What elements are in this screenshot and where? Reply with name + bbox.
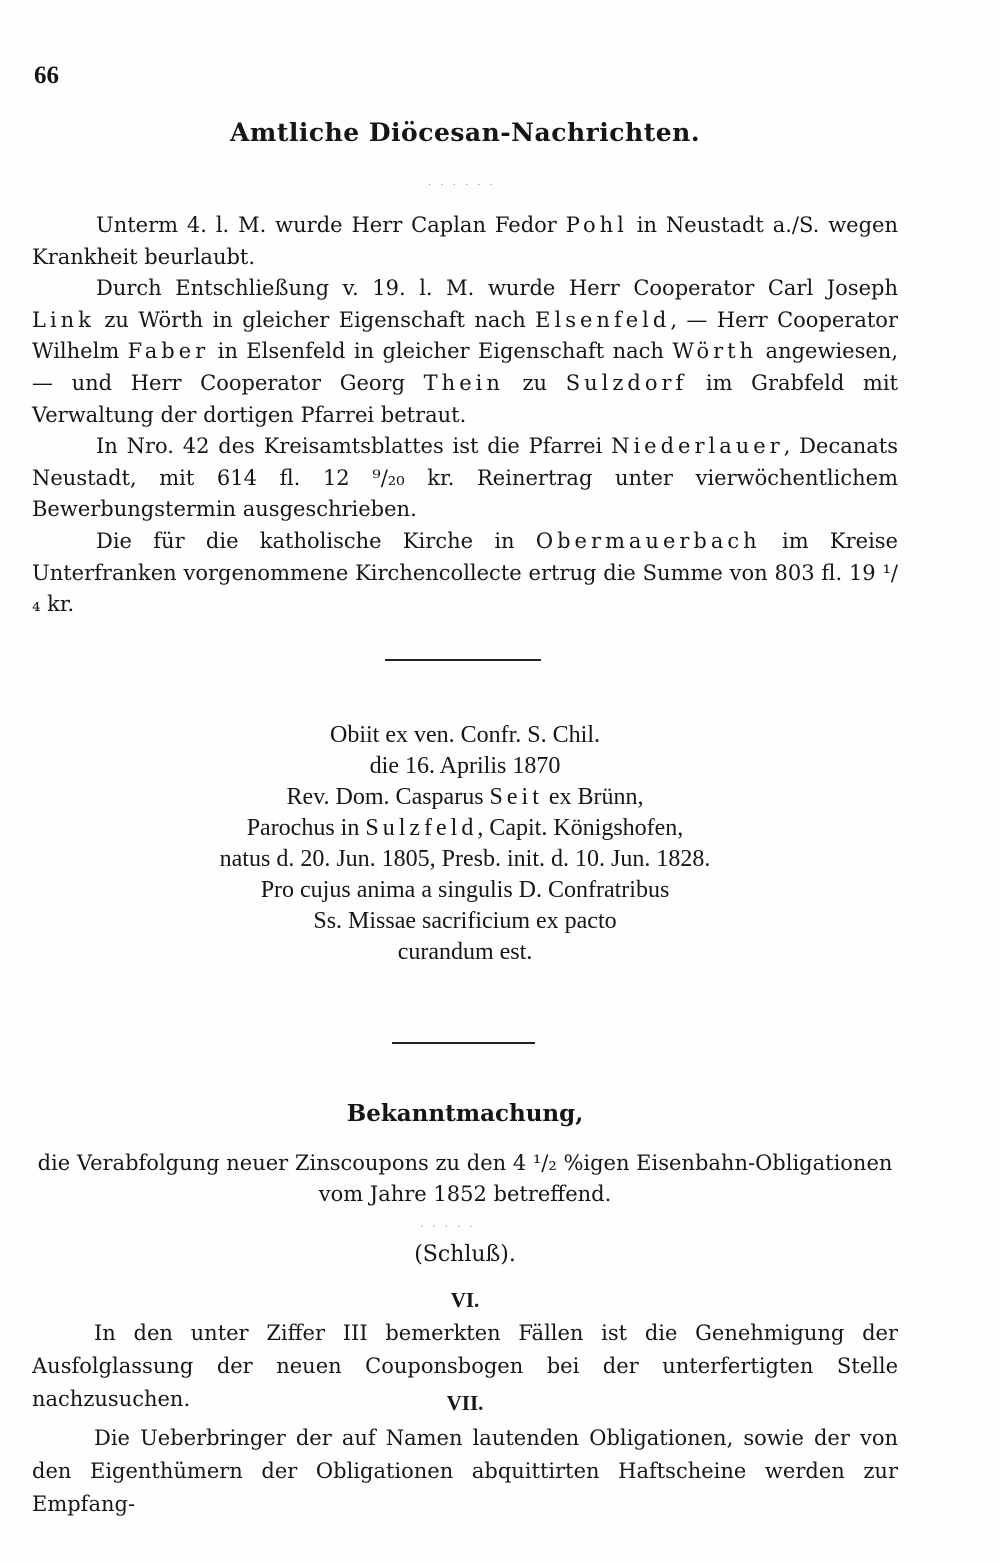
obituary-line: Pro cujus anima a singulis D. Confratribus (260, 877, 670, 903)
place-name: Niederlauer (611, 434, 784, 459)
person-name: Pohl (565, 213, 628, 237)
obituary-line: die 16. Aprilis 1870 (369, 753, 561, 779)
ornament-dots: · · · · · · (428, 180, 496, 191)
person-name: Thein (423, 370, 504, 395)
person-name: Link (32, 307, 95, 332)
place-name: Obermauerbach (535, 528, 761, 553)
obituary-line: Obiit ex ven. Confr. S. Chil. (330, 722, 600, 748)
section-title: Amtliche Diöcesan-Nachrichten. (229, 118, 701, 147)
section-vii-text: Die Ueberbringer der auf Namen lautenden Obligationen, sowie der von den Eigenthümern der Obligationen abquittirten Haftscheine werden zur Empfang- (32, 1426, 898, 1516)
news-paragraph: Unterm 4. l. M. wurde Herr Caplan Fedor Pohl in Neustadt a./S. wegen Krankheit beurlaubt. (32, 213, 898, 269)
obituary-line: Ss. Missae sacrificium ex pacto (313, 908, 617, 934)
obituary-line: Parochus in Sulzfeld, Capit. Königshofen, (246, 815, 684, 841)
announcement-title: Bekanntmachung, (346, 1100, 584, 1127)
person-name: Seit (489, 784, 543, 810)
place-name: Sulzfeld (365, 815, 478, 841)
obituary-line: Rev. Dom. Casparus Seit ex Brünn, (286, 784, 644, 810)
place-name: Wörth (672, 339, 758, 364)
divider-rule (392, 1042, 535, 1044)
news-section (32, 210, 898, 621)
section-heading-vi: VI. (450, 1288, 480, 1312)
obituary-line: natus d. 20. Jun. 1805, Presb. init. d. 10. Jun. 1828. (219, 846, 711, 872)
news-paragraph: Die für die katholische Kirche in Obermauerbach im Kreise Unterfranken vorgenommene Kirchencollecte ertrug die Summe von 803 fl. 19 ¹/₄ kr. (32, 528, 898, 617)
obituary-line: curandum est. (397, 939, 533, 965)
announcement-subtitle: die Verabfolgung neuer Zinscoupons zu den 4 ¹/₂ %igen Eisenbahn-Obligationen vom Jahre 1852 betreffend. (37, 1151, 893, 1206)
obituary-notice (90, 720, 840, 968)
ornament-dots: · · · · · (420, 1222, 476, 1233)
place-name: Elsenfeld (535, 307, 671, 332)
announcement-conclusion: (Schluß). (414, 1242, 516, 1267)
page-number: 66 (34, 62, 59, 89)
section-vi-text: In den unter Ziffer III bemerkten Fällen ist die Genehmigung der Ausfolglassung der neuen Couponsbogen bei der unterfertigten Stelle nachzusuchen. (32, 1321, 898, 1411)
section-heading-vii: VII. (446, 1391, 484, 1415)
place-name: Sulzdorf (565, 370, 688, 395)
divider-rule (385, 659, 541, 661)
person-name: Faber (127, 339, 210, 364)
news-paragraph: In Nro. 42 des Kreisamtsblattes ist die Pfarrei Niederlauer, Decanats Neustadt, mit 614 fl. 12 ⁹/₂₀ kr. Reinertrag unter vierwöchentlichem Bewerbungstermin ausgeschrieben. (32, 434, 898, 522)
news-paragraph: Durch Entschließung v. 19. l. M. wurde Herr Cooperator Carl Joseph Link zu Wörth in gleicher Eigenschaft nach Elsenfeld, — Herr Cooperator Wilhelm Faber in Elsenfeld in gleicher Eigenschaft nach Wörth angewiesen, — und Herr Cooperator Georg Thein zu Sulzdorf im Grabfeld mit Verwaltung der dortigen Pfarrei betraut. (32, 276, 898, 427)
